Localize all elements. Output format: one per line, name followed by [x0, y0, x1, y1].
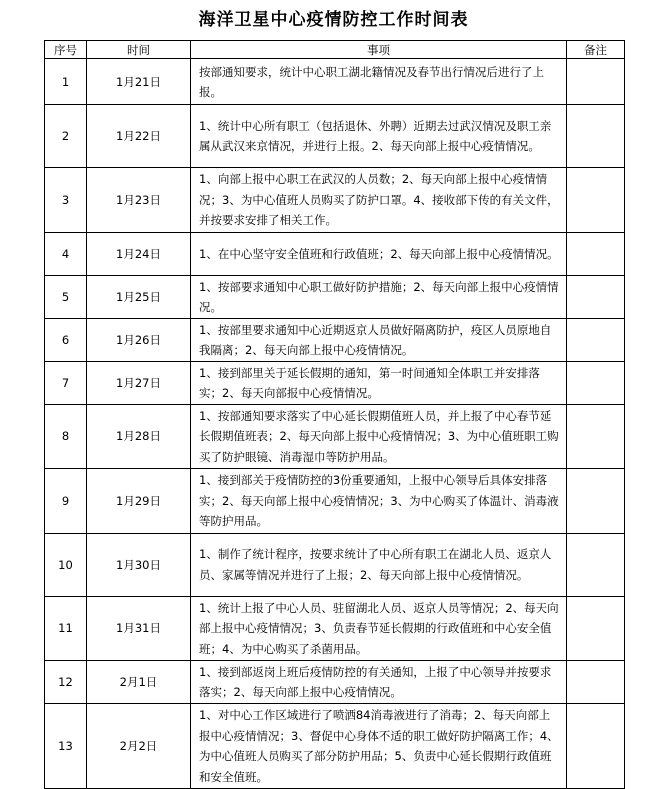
row-remark: [567, 318, 625, 361]
row-date: 1月28日: [87, 404, 191, 469]
row-date: 1月21日: [87, 59, 191, 105]
row-remark: [567, 275, 625, 318]
row-number: 8: [45, 404, 87, 469]
table-row: [45, 168, 625, 233]
row-remark: [567, 59, 625, 105]
row-date: 1月24日: [87, 232, 191, 275]
row-number: 11: [45, 596, 87, 661]
header-time: 时间: [87, 41, 191, 59]
row-matter: 1、接到部返岗上班后疫情防控的有关通知，上报了中心领导并按要求落实；2、每天向部上报中心疫情情况。: [191, 661, 567, 704]
row-number: 7: [45, 361, 87, 404]
row-remark: [567, 596, 625, 661]
table-row: [45, 661, 625, 704]
row-number: 4: [45, 232, 87, 275]
row-remark: [567, 533, 625, 596]
table-header-row: [45, 41, 625, 59]
row-remark: [567, 704, 625, 789]
row-matter: 1、制作了统计程序，按要求统计了中心所有职工在湖北人员、返京人员、家属等情况并进行了上报；2、每天向部上报中心疫情情况。: [191, 533, 567, 596]
table-row: [45, 105, 625, 168]
row-matter: 1、按部通知要求落实了中心延长假期值班人员，并上报了中心春节延长假期值班表；2、每天向部上报中心疫情情况；3、为中心值班职工购买了防护眼镜、消毒湿巾等防护用品。: [191, 404, 567, 469]
row-date: 1月25日: [87, 275, 191, 318]
table-row: [45, 704, 625, 789]
table-row: [45, 596, 625, 661]
row-matter: 1、对中心工作区域进行了喷洒84消毒液进行了消毒；2、每天向部上报中心疫情情况；3、督促中心身体不适的职工做好防护隔离工作；4、为中心值班人员购买了部分防护用品；5、负责中心延长假期行政值班和安全值班。: [191, 704, 567, 789]
row-remark: [567, 105, 625, 168]
schedule-table: [44, 40, 625, 789]
row-date: 1月27日: [87, 361, 191, 404]
table-row: [45, 232, 625, 275]
row-number: 10: [45, 533, 87, 596]
row-date: 2月1日: [87, 661, 191, 704]
row-date: 1月22日: [87, 105, 191, 168]
row-matter: 1、接到部关于疫情防控的3份重要通知，上报中心领导后具体安排落实；2、每天向部上报中心疫情情况；3、为中心购买了体温计、消毒液等防护用品。: [191, 469, 567, 534]
row-matter: 1、按部里要求通知中心近期返京人员做好隔离防护，疫区人员原地自我隔离；2、每天向部上报中心疫情情况。: [191, 318, 567, 361]
row-number: 13: [45, 704, 87, 789]
table-row: [45, 361, 625, 404]
table-row: [45, 275, 625, 318]
row-number: 2: [45, 105, 87, 168]
header-remark: 备注: [567, 41, 625, 59]
row-matter: 1、向部上报中心职工在武汉的人员数；2、每天向部上报中心疫情情况；3、为中心值班人员购买了防护口罩。4、接收部下传的有关文件，并按要求安排了相关工作。: [191, 168, 567, 233]
row-date: 1月30日: [87, 533, 191, 596]
header-number: 序号: [45, 41, 87, 59]
row-matter: 1、统计上报了中心人员、驻留湖北人员、返京人员等情况；2、每天向部上报中心疫情情况；3、负责春节延长假期的行政值班和中心安全值班；4、为中心购买了杀菌用品。: [191, 596, 567, 661]
row-date: 2月2日: [87, 704, 191, 789]
table-row: [45, 533, 625, 596]
header-matter: 事项: [191, 41, 567, 59]
document-title: 海洋卫星中心疫情防控工作时间表: [198, 10, 469, 30]
row-matter: 1、统计中心所有职工（包括退休、外聘）近期去过武汉情况及职工亲属从武汉来京情况，并进行上报。2、每天向部上报中心疫情情况。: [191, 105, 567, 168]
table-row: [45, 318, 625, 361]
row-date: 1月23日: [87, 168, 191, 233]
row-number: 1: [45, 59, 87, 105]
table-row: [45, 59, 625, 105]
row-remark: [567, 232, 625, 275]
table-row: [45, 469, 625, 534]
row-remark: [567, 661, 625, 704]
row-remark: [567, 361, 625, 404]
row-matter: 1、在中心坚守安全值班和行政值班；2、每天向部上报中心疫情情况。: [191, 232, 567, 275]
row-date: 1月29日: [87, 469, 191, 534]
row-matter: 按部通知要求，统计中心职工湖北籍情况及春节出行情况后进行了上报。: [191, 59, 567, 105]
row-number: 6: [45, 318, 87, 361]
row-remark: [567, 469, 625, 534]
row-matter: 1、按部要求通知中心职工做好防护措施；2、每天向部上报中心疫情情况。: [191, 275, 567, 318]
row-matter: 1、接到部里关于延长假期的通知，第一时间通知全体职工并安排落实；2、每天向部报中心疫情情况。: [191, 361, 567, 404]
row-number: 5: [45, 275, 87, 318]
row-date: 1月26日: [87, 318, 191, 361]
row-number: 12: [45, 661, 87, 704]
row-remark: [567, 168, 625, 233]
row-number: 3: [45, 168, 87, 233]
row-remark: [567, 404, 625, 469]
row-number: 9: [45, 469, 87, 534]
table-row: [45, 404, 625, 469]
row-date: 1月31日: [87, 596, 191, 661]
